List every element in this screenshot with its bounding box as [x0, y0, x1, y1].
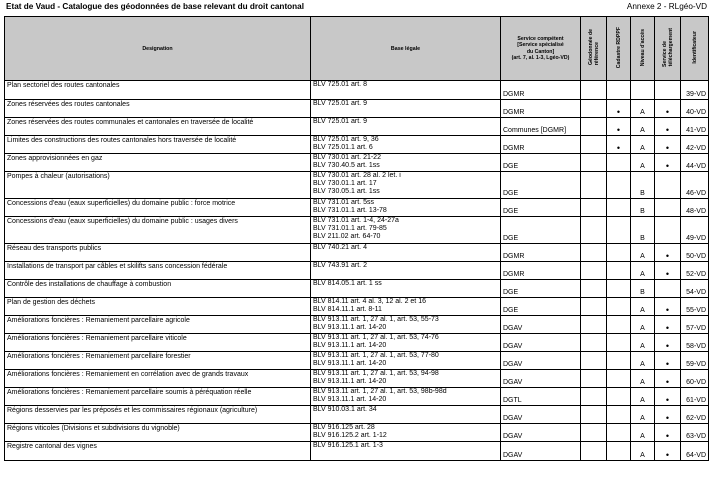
base-legale-line: BLV 730.01 art. 21-22	[313, 154, 381, 161]
service-cell: DGMR	[501, 262, 581, 280]
designation-cell: Plan sectoriel des routes cantonales	[5, 81, 311, 100]
table-row	[5, 81, 709, 100]
identificateur-cell: 42-VD	[681, 136, 709, 154]
identificateur-cell: 44-VD	[681, 154, 709, 172]
base-legale-line: BLV 913.11.1 art. 14-20	[313, 324, 387, 332]
base-legale-cell	[311, 388, 501, 406]
niveau-acces-cell: A	[631, 100, 655, 118]
page-header	[0, 0, 713, 16]
base-legale-line: BLV 913.11 art. 1, 27 al. 1, art. 53, 94-98	[313, 370, 439, 377]
service-cell: DGAV	[501, 334, 581, 352]
geodonnee-reference-cell	[581, 370, 607, 388]
identificateur-cell: 50-VD	[681, 244, 709, 262]
designation-cell: Régions desservies par les préposés et les commissaires régionaux (agriculture)	[5, 406, 311, 424]
base-legale-cell	[311, 298, 501, 316]
cadastre-rdppf-cell	[607, 370, 631, 388]
cadastre-rdppf-cell	[607, 298, 631, 316]
geodonnee-reference-cell	[581, 442, 607, 461]
base-legale-line: BLV 916.125.1 art. 1-3	[313, 442, 383, 449]
service-cell: DGAV	[501, 406, 581, 424]
base-legale-line: BLV 730.01.1 art. 17	[313, 180, 377, 188]
base-legale-line: BLV 913.11.1 art. 14-20	[313, 360, 387, 368]
table-row	[5, 199, 709, 217]
identificateur-cell: 54-VD	[681, 280, 709, 298]
cadastre-rdppf-cell	[607, 262, 631, 280]
table-row	[5, 100, 709, 118]
base-legale-line: BLV 743.91 art. 2	[313, 262, 367, 269]
telechargement-cell: •	[655, 334, 681, 352]
identificateur-cell: 57-VD	[681, 316, 709, 334]
niveau-acces-cell: A	[631, 370, 655, 388]
base-legale-line: BLV 814.05.1 art. 1 ss	[313, 280, 382, 287]
designation-cell: Zones réservées des routes communales et cantonales en traversée de localité	[5, 118, 311, 136]
base-legale-cell	[311, 244, 501, 262]
designation-cell: Concessions d'eau (eaux superficielles) du domaine public : usages divers	[5, 217, 311, 244]
geodonnee-reference-cell	[581, 81, 607, 100]
niveau-acces-cell: A	[631, 424, 655, 442]
table-row	[5, 244, 709, 262]
telechargement-cell	[655, 172, 681, 199]
table-row	[5, 136, 709, 154]
base-legale-line: BLV 910.03.1 art. 34	[313, 406, 377, 413]
geodonnee-reference-cell	[581, 154, 607, 172]
base-legale-line: BLV 211.02 art. 64-70	[313, 233, 381, 241]
niveau-acces-cell: B	[631, 280, 655, 298]
base-legale-cell	[311, 334, 501, 352]
cadastre-rdppf-cell: •	[607, 100, 631, 118]
niveau-acces-cell: A	[631, 334, 655, 352]
service-cell: DGE	[501, 298, 581, 316]
geodata-catalogue-table	[4, 16, 709, 461]
base-legale-line: BLV 913.11 art. 1, 27 al. 1, art. 53, 74-76	[313, 334, 439, 341]
base-legale-line: BLV 740.21 art. 4	[313, 244, 367, 251]
geodonnee-header-line: Géodonnée de	[587, 29, 594, 66]
geodonnee-reference-cell	[581, 118, 607, 136]
service-header-line: du Canton]	[526, 48, 555, 55]
designation-cell: Contrôle des installations de chauffage à combustion	[5, 280, 311, 298]
identificateur-cell: 48-VD	[681, 199, 709, 217]
designation-cell: Améliorations foncières : Remaniement parcellaire forestier	[5, 352, 311, 370]
base-legale-cell	[311, 280, 501, 298]
service-header-line: [Service spécialisé	[517, 42, 564, 48]
base-legale-line: BLV 913.11 art. 1, 27 al. 1, art. 53, 98b-98d	[313, 388, 447, 395]
base-legale-line: BLV 731.01 art. 1-4, 24-27a	[313, 217, 399, 224]
col-header-niveau-acces	[631, 17, 655, 81]
cadastre-rdppf-cell	[607, 199, 631, 217]
base-legale-cell	[311, 172, 501, 199]
base-legale-line: BLV 731.01 art. 5ss	[313, 199, 374, 206]
base-legale-cell	[311, 81, 501, 100]
base-legale-cell	[311, 406, 501, 424]
table-row	[5, 406, 709, 424]
col-header-base-legale: Base légale	[311, 17, 501, 81]
base-legale-line: BLV 913.11.1 art. 14-20	[313, 342, 387, 350]
niveau-header-text: Niveau d'accès	[639, 28, 646, 67]
telechargement-cell: •	[655, 442, 681, 461]
col-header-identificateur	[681, 17, 709, 81]
telechargement-cell: •	[655, 370, 681, 388]
base-legale-cell	[311, 199, 501, 217]
base-legale-line: BLV 916.125 art. 28	[313, 424, 375, 431]
designation-cell: Réseau des transports publics	[5, 244, 311, 262]
niveau-acces-cell: A	[631, 316, 655, 334]
base-legale-line: BLV 731.01.1 art. 13-78	[313, 207, 387, 215]
geodonnee-reference-cell	[581, 199, 607, 217]
cadastre-rdppf-cell: •	[607, 136, 631, 154]
service-cell: DGMR	[501, 136, 581, 154]
cadastre-rdppf-cell: •	[607, 118, 631, 136]
base-legale-cell	[311, 118, 501, 136]
service-header-line: (art. 7, al. 1-3, Lgéo-VD)	[511, 55, 570, 61]
niveau-acces-cell: A	[631, 118, 655, 136]
table-row	[5, 118, 709, 136]
service-cell: DGE	[501, 154, 581, 172]
cadastre-rdppf-cell	[607, 280, 631, 298]
table-row	[5, 172, 709, 199]
base-legale-cell	[311, 136, 501, 154]
telechargement-cell: •	[655, 388, 681, 406]
geodonnee-reference-cell	[581, 172, 607, 199]
designation-cell: Plan de gestion des déchets	[5, 298, 311, 316]
geodonnee-header-line: référence	[593, 42, 600, 66]
base-legale-cell	[311, 100, 501, 118]
table-row	[5, 424, 709, 442]
telechargement-cell: •	[655, 316, 681, 334]
identificateur-cell: 46-VD	[681, 172, 709, 199]
identificateur-header-text: Identificateur	[691, 31, 698, 64]
geodonnee-reference-cell	[581, 244, 607, 262]
base-legale-cell	[311, 217, 501, 244]
geodonnee-reference-cell	[581, 136, 607, 154]
cadastre-rdppf-cell	[607, 217, 631, 244]
base-legale-line: BLV 814.11.1 art. 8-11	[313, 306, 382, 314]
base-legale-line: BLV 730.05.1 art. 1ss	[313, 188, 380, 196]
service-cell: DGAV	[501, 442, 581, 461]
designation-cell: Améliorations foncières : Remaniement parcellaire agricole	[5, 316, 311, 334]
cadastre-rdppf-cell	[607, 388, 631, 406]
telechargement-cell: •	[655, 154, 681, 172]
cadastre-rdppf-cell	[607, 442, 631, 461]
telechargement-cell: •	[655, 298, 681, 316]
telechargement-cell: •	[655, 406, 681, 424]
geodonnee-reference-cell	[581, 424, 607, 442]
designation-cell: Améliorations foncières : Remaniement parcellaire soumis à péréquation réelle	[5, 388, 311, 406]
col-header-geodonnee-reference	[581, 17, 607, 81]
designation-cell: Limites des constructions des routes cantonales hors traversée de localité	[5, 136, 311, 154]
telechargement-cell: •	[655, 100, 681, 118]
table-row	[5, 217, 709, 244]
service-header-line: Service compétent	[517, 35, 564, 42]
identificateur-cell: 49-VD	[681, 217, 709, 244]
base-legale-line: BLV 913.11.1 art. 14-20	[313, 396, 387, 404]
designation-cell: Concessions d'eau (eaux superficielles) du domaine public : force motrice	[5, 199, 311, 217]
identificateur-cell: 41-VD	[681, 118, 709, 136]
service-cell: DGTL	[501, 388, 581, 406]
table-row	[5, 280, 709, 298]
geodonnee-reference-cell	[581, 352, 607, 370]
base-legale-cell	[311, 424, 501, 442]
base-legale-line: BLV 725.01.1 art. 6	[313, 144, 373, 152]
identificateur-cell: 60-VD	[681, 370, 709, 388]
niveau-acces-cell: A	[631, 244, 655, 262]
col-header-service-telechargement	[655, 17, 681, 81]
service-cell: DGMR	[501, 81, 581, 100]
designation-cell: Régions viticoles (Divisions et subdivisions du vignoble)	[5, 424, 311, 442]
designation-cell: Registre cantonal des vignes	[5, 442, 311, 461]
service-cell: DGMR	[501, 100, 581, 118]
base-legale-cell	[311, 316, 501, 334]
designation-cell: Améliorations foncières : Remaniement parcellaire viticole	[5, 334, 311, 352]
geodonnee-reference-cell	[581, 388, 607, 406]
niveau-acces-cell: A	[631, 406, 655, 424]
niveau-acces-cell: B	[631, 217, 655, 244]
table-row	[5, 334, 709, 352]
base-legale-cell	[311, 262, 501, 280]
base-legale-line: BLV 916.125.2 art. 1-12	[313, 432, 387, 440]
niveau-acces-cell: A	[631, 298, 655, 316]
niveau-acces-cell: A	[631, 262, 655, 280]
designation-cell: Zones approvisionnées en gaz	[5, 154, 311, 172]
geodonnee-reference-cell	[581, 100, 607, 118]
identificateur-cell: 63-VD	[681, 424, 709, 442]
base-legale-line: BLV 814.11 art. 4 al. 3, 12 al. 2 et 16	[313, 298, 426, 305]
base-legale-cell	[311, 352, 501, 370]
table-row	[5, 316, 709, 334]
service-cell: Communes [DGMR]	[501, 118, 581, 136]
document-title: Etat de Vaud - Catalogue des géodonnées de base relevant du droit cantonal	[6, 2, 304, 11]
base-legale-line: BLV 913.11 art. 1, 27 al. 1, art. 53, 77-80	[313, 352, 439, 359]
telechargement-cell: •	[655, 118, 681, 136]
identificateur-cell: 62-VD	[681, 406, 709, 424]
annex-label: Annexe 2 - RLgéo-VD	[626, 2, 707, 11]
base-legale-line: BLV 725.01 art. 9	[313, 100, 367, 107]
service-cell: DGAV	[501, 316, 581, 334]
table-row	[5, 154, 709, 172]
cadastre-rdppf-cell	[607, 334, 631, 352]
identificateur-cell: 61-VD	[681, 388, 709, 406]
base-legale-line: BLV 725.01 art. 8	[313, 81, 367, 88]
cadastre-rdppf-cell	[607, 172, 631, 199]
telechargement-cell: •	[655, 352, 681, 370]
base-legale-line: BLV 730.40.5 art. 1ss	[313, 162, 380, 170]
telechargement-header-line: Service de	[661, 40, 668, 67]
base-legale-cell	[311, 442, 501, 461]
service-cell: DGAV	[501, 424, 581, 442]
service-cell: DGAV	[501, 370, 581, 388]
cadastre-rdppf-cell	[607, 406, 631, 424]
table-row	[5, 388, 709, 406]
niveau-acces-cell: A	[631, 442, 655, 461]
telechargement-cell	[655, 280, 681, 298]
telechargement-cell: •	[655, 136, 681, 154]
telechargement-header-line: téléchargement	[667, 28, 674, 67]
base-legale-line: BLV 731.01.1 art. 79-85	[313, 225, 387, 233]
telechargement-cell	[655, 199, 681, 217]
base-legale-line: BLV 913.11.1 art. 14-20	[313, 378, 387, 386]
col-header-service	[501, 17, 581, 81]
service-cell: DGE	[501, 280, 581, 298]
identificateur-cell: 64-VD	[681, 442, 709, 461]
geodonnee-reference-cell	[581, 298, 607, 316]
niveau-acces-cell: B	[631, 199, 655, 217]
designation-cell: Pompes à chaleur (autorisations)	[5, 172, 311, 199]
geodonnee-reference-cell	[581, 280, 607, 298]
base-legale-line: BLV 725.01 art. 9, 36	[313, 136, 379, 143]
col-header-cadastre-rdppf	[607, 17, 631, 81]
identificateur-cell: 59-VD	[681, 352, 709, 370]
cadastre-rdppf-cell	[607, 316, 631, 334]
niveau-acces-cell: A	[631, 136, 655, 154]
telechargement-cell	[655, 81, 681, 100]
cadastre-header-text: Cadastre RDPPF	[615, 26, 622, 69]
geodonnee-reference-cell	[581, 316, 607, 334]
base-legale-cell	[311, 154, 501, 172]
niveau-acces-cell: B	[631, 172, 655, 199]
geodonnee-reference-cell	[581, 334, 607, 352]
table-row	[5, 370, 709, 388]
geodonnee-reference-cell	[581, 217, 607, 244]
base-legale-line: BLV 730.01 art. 28 al. 2 let. i	[313, 172, 401, 179]
designation-cell: Installations de transport par câbles et skilifts sans concession fédérale	[5, 262, 311, 280]
service-cell: DGAV	[501, 352, 581, 370]
geodonnee-reference-cell	[581, 262, 607, 280]
identificateur-cell: 58-VD	[681, 334, 709, 352]
base-legale-line: BLV 913.11 art. 1, 27 al. 1, art. 53, 55-73	[313, 316, 439, 323]
table-row	[5, 262, 709, 280]
base-legale-cell	[311, 370, 501, 388]
niveau-acces-cell	[631, 81, 655, 100]
table-body	[5, 81, 709, 461]
telechargement-cell: •	[655, 262, 681, 280]
niveau-acces-cell: A	[631, 352, 655, 370]
service-cell: DGE	[501, 199, 581, 217]
designation-cell: Zones réservées des routes cantonales	[5, 100, 311, 118]
telechargement-cell	[655, 217, 681, 244]
col-header-designation: Designation	[5, 17, 311, 81]
identificateur-cell: 55-VD	[681, 298, 709, 316]
geodonnee-reference-cell	[581, 406, 607, 424]
identificateur-cell: 39-VD	[681, 81, 709, 100]
table-header-row	[5, 17, 709, 81]
cadastre-rdppf-cell	[607, 424, 631, 442]
table-row	[5, 352, 709, 370]
telechargement-cell: •	[655, 244, 681, 262]
cadastre-rdppf-cell	[607, 244, 631, 262]
identificateur-cell: 40-VD	[681, 100, 709, 118]
service-cell: DGE	[501, 217, 581, 244]
cadastre-rdppf-cell	[607, 352, 631, 370]
cadastre-rdppf-cell	[607, 81, 631, 100]
service-cell: DGE	[501, 172, 581, 199]
base-legale-line: BLV 725.01 art. 9	[313, 118, 367, 125]
niveau-acces-cell: A	[631, 388, 655, 406]
table-row	[5, 298, 709, 316]
table-row	[5, 442, 709, 461]
cadastre-rdppf-cell	[607, 154, 631, 172]
designation-cell: Améliorations foncières : Remaniement en corrélation avec de grands travaux	[5, 370, 311, 388]
service-cell: DGMR	[501, 244, 581, 262]
identificateur-cell: 52-VD	[681, 262, 709, 280]
telechargement-cell: •	[655, 424, 681, 442]
niveau-acces-cell: A	[631, 154, 655, 172]
